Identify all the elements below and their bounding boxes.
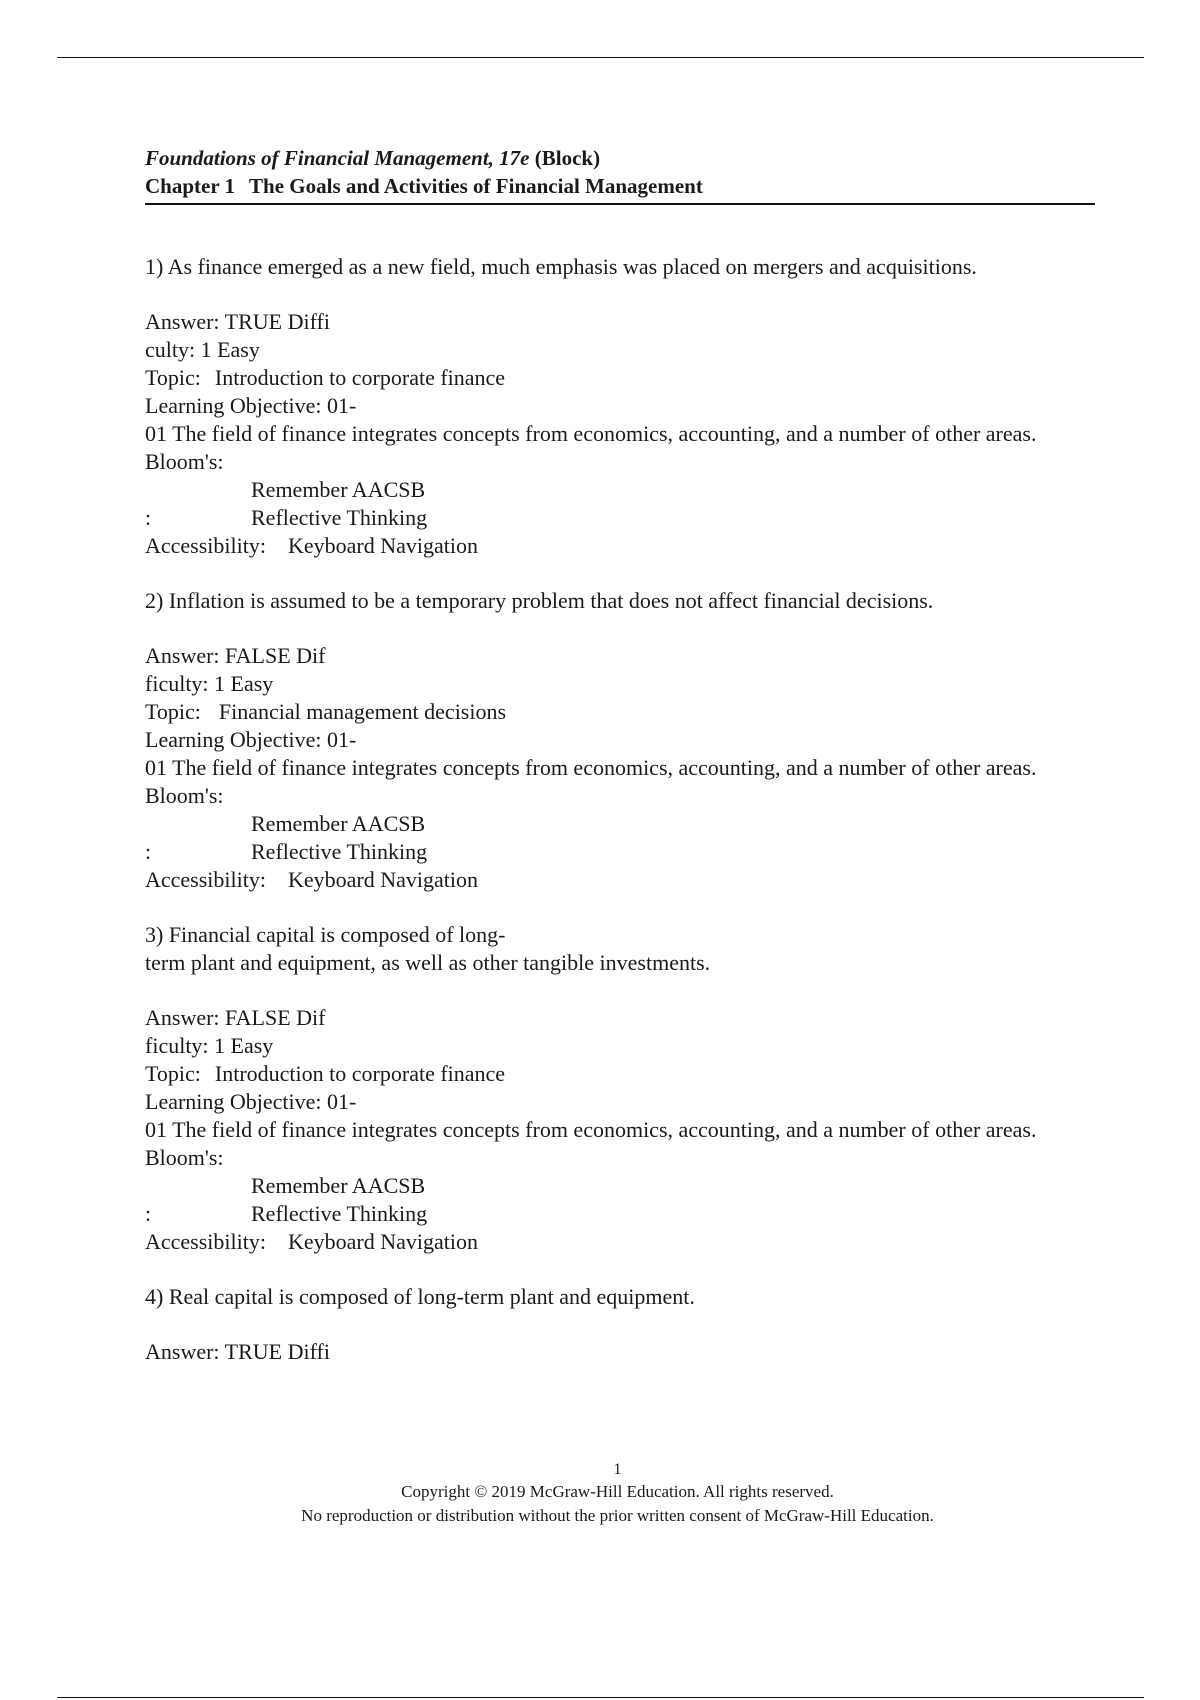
question-4 [145,1283,1095,1366]
question-metadata [145,1338,1095,1366]
blooms-label: Bloom's: [145,1145,224,1170]
aacsb-value: Reflective Thinking [251,505,428,530]
question-1 [145,253,1095,560]
topic-value: Introduction to corporate finance [214,365,506,390]
question-stem [145,921,1095,977]
difficulty-line: ficulty: 1 Easy [145,671,274,696]
topic-line [145,1060,1095,1088]
bottom-rule [57,1697,1144,1698]
aacsb-colon: : [145,839,152,864]
learning-objective-label: Learning Objective: 01- [145,1089,357,1114]
question-stem: 2) Inflation is assumed to be a temporary problem that does not affect financial decisions. [145,588,934,613]
topic-line [145,698,1095,726]
page-footer [0,1460,1200,1528]
reproduction-notice: No reproduction or distribution without the prior written consent of McGraw-Hill Education. [301,1506,934,1525]
aacsb-colon: : [145,1201,152,1226]
chapter-title-line [145,172,1095,200]
learning-objective-label: Learning Objective: 01- [145,727,357,752]
question-metadata [145,308,1095,560]
question-metadata [145,1004,1095,1256]
chapter-title: The Goals and Activities of Financial Management [249,174,703,198]
learning-objective-label: Learning Objective: 01- [145,393,357,418]
question-metadata [145,642,1095,894]
topic-value: Introduction to corporate finance [214,1061,506,1086]
book-author: (Block) [534,146,601,170]
question-3 [145,921,1095,1256]
topic-label: Topic: [145,365,201,390]
learning-objective-text: 01 The field of finance integrates concepts from economics, accounting, and a number of other areas. [145,1117,1037,1142]
blooms-value: Remember AACSB [251,477,426,502]
blooms-value: Remember AACSB [251,1173,426,1198]
document-page [145,144,1095,1393]
answer-line: Answer: FALSE Dif [145,1005,326,1030]
blooms-label: Bloom's: [145,783,224,808]
top-rule [57,57,1144,58]
aacsb-line [145,838,1095,866]
topic-label: Topic: [145,1061,201,1086]
book-title-line [145,144,1095,172]
accessibility-value: Keyboard Navigation [287,867,478,892]
answer-line: Answer: TRUE Diffi [145,309,330,334]
document-header [145,144,1095,205]
accessibility-value: Keyboard Navigation [287,533,478,558]
accessibility-line [145,1228,1095,1256]
learning-objective-text: 01 The field of finance integrates concepts from economics, accounting, and a number of other areas. [145,755,1037,780]
difficulty-line: culty: 1 Easy [145,337,260,362]
blooms-value: Remember AACSB [251,811,426,836]
topic-label: Topic: [145,699,201,724]
aacsb-value: Reflective Thinking [251,839,428,864]
copyright-notice: Copyright © 2019 McGraw-Hill Education. All rights reserved. [401,1482,834,1501]
difficulty-line: ficulty: 1 Easy [145,1033,274,1058]
learning-objective-text: 01 The field of finance integrates concepts from economics, accounting, and a number of other areas. [145,421,1037,446]
aacsb-colon: : [145,505,152,530]
aacsb-line [145,504,1095,532]
aacsb-value: Reflective Thinking [251,1201,428,1226]
accessibility-line [145,532,1095,560]
question-stem: 1) As finance emerged as a new field, much emphasis was placed on mergers and acquisitions. [145,254,977,279]
accessibility-label: Accessibility: [145,1229,266,1254]
question-stem: 4) Real capital is composed of long-term plant and equipment. [145,1284,695,1309]
answer-line: Answer: FALSE Dif [145,643,326,668]
topic-value: Financial management decisions [218,699,507,724]
answer-line: Answer: TRUE Diffi [145,1339,330,1364]
accessibility-line [145,866,1095,894]
question-stem-line-2: term plant and equipment, as well as other tangible investments. [145,950,711,975]
question-2 [145,587,1095,894]
chapter-number: Chapter 1 [145,174,236,198]
accessibility-value: Keyboard Navigation [287,1229,478,1254]
accessibility-label: Accessibility: [145,867,266,892]
topic-line [145,364,1095,392]
blooms-label: Bloom's: [145,449,224,474]
accessibility-label: Accessibility: [145,533,266,558]
book-title: Foundations of Financial Management, 17e [145,146,530,170]
aacsb-line [145,1200,1095,1228]
page-number: 1 [613,1461,622,1478]
question-stem-line-1: 3) Financial capital is composed of long- [145,922,506,947]
